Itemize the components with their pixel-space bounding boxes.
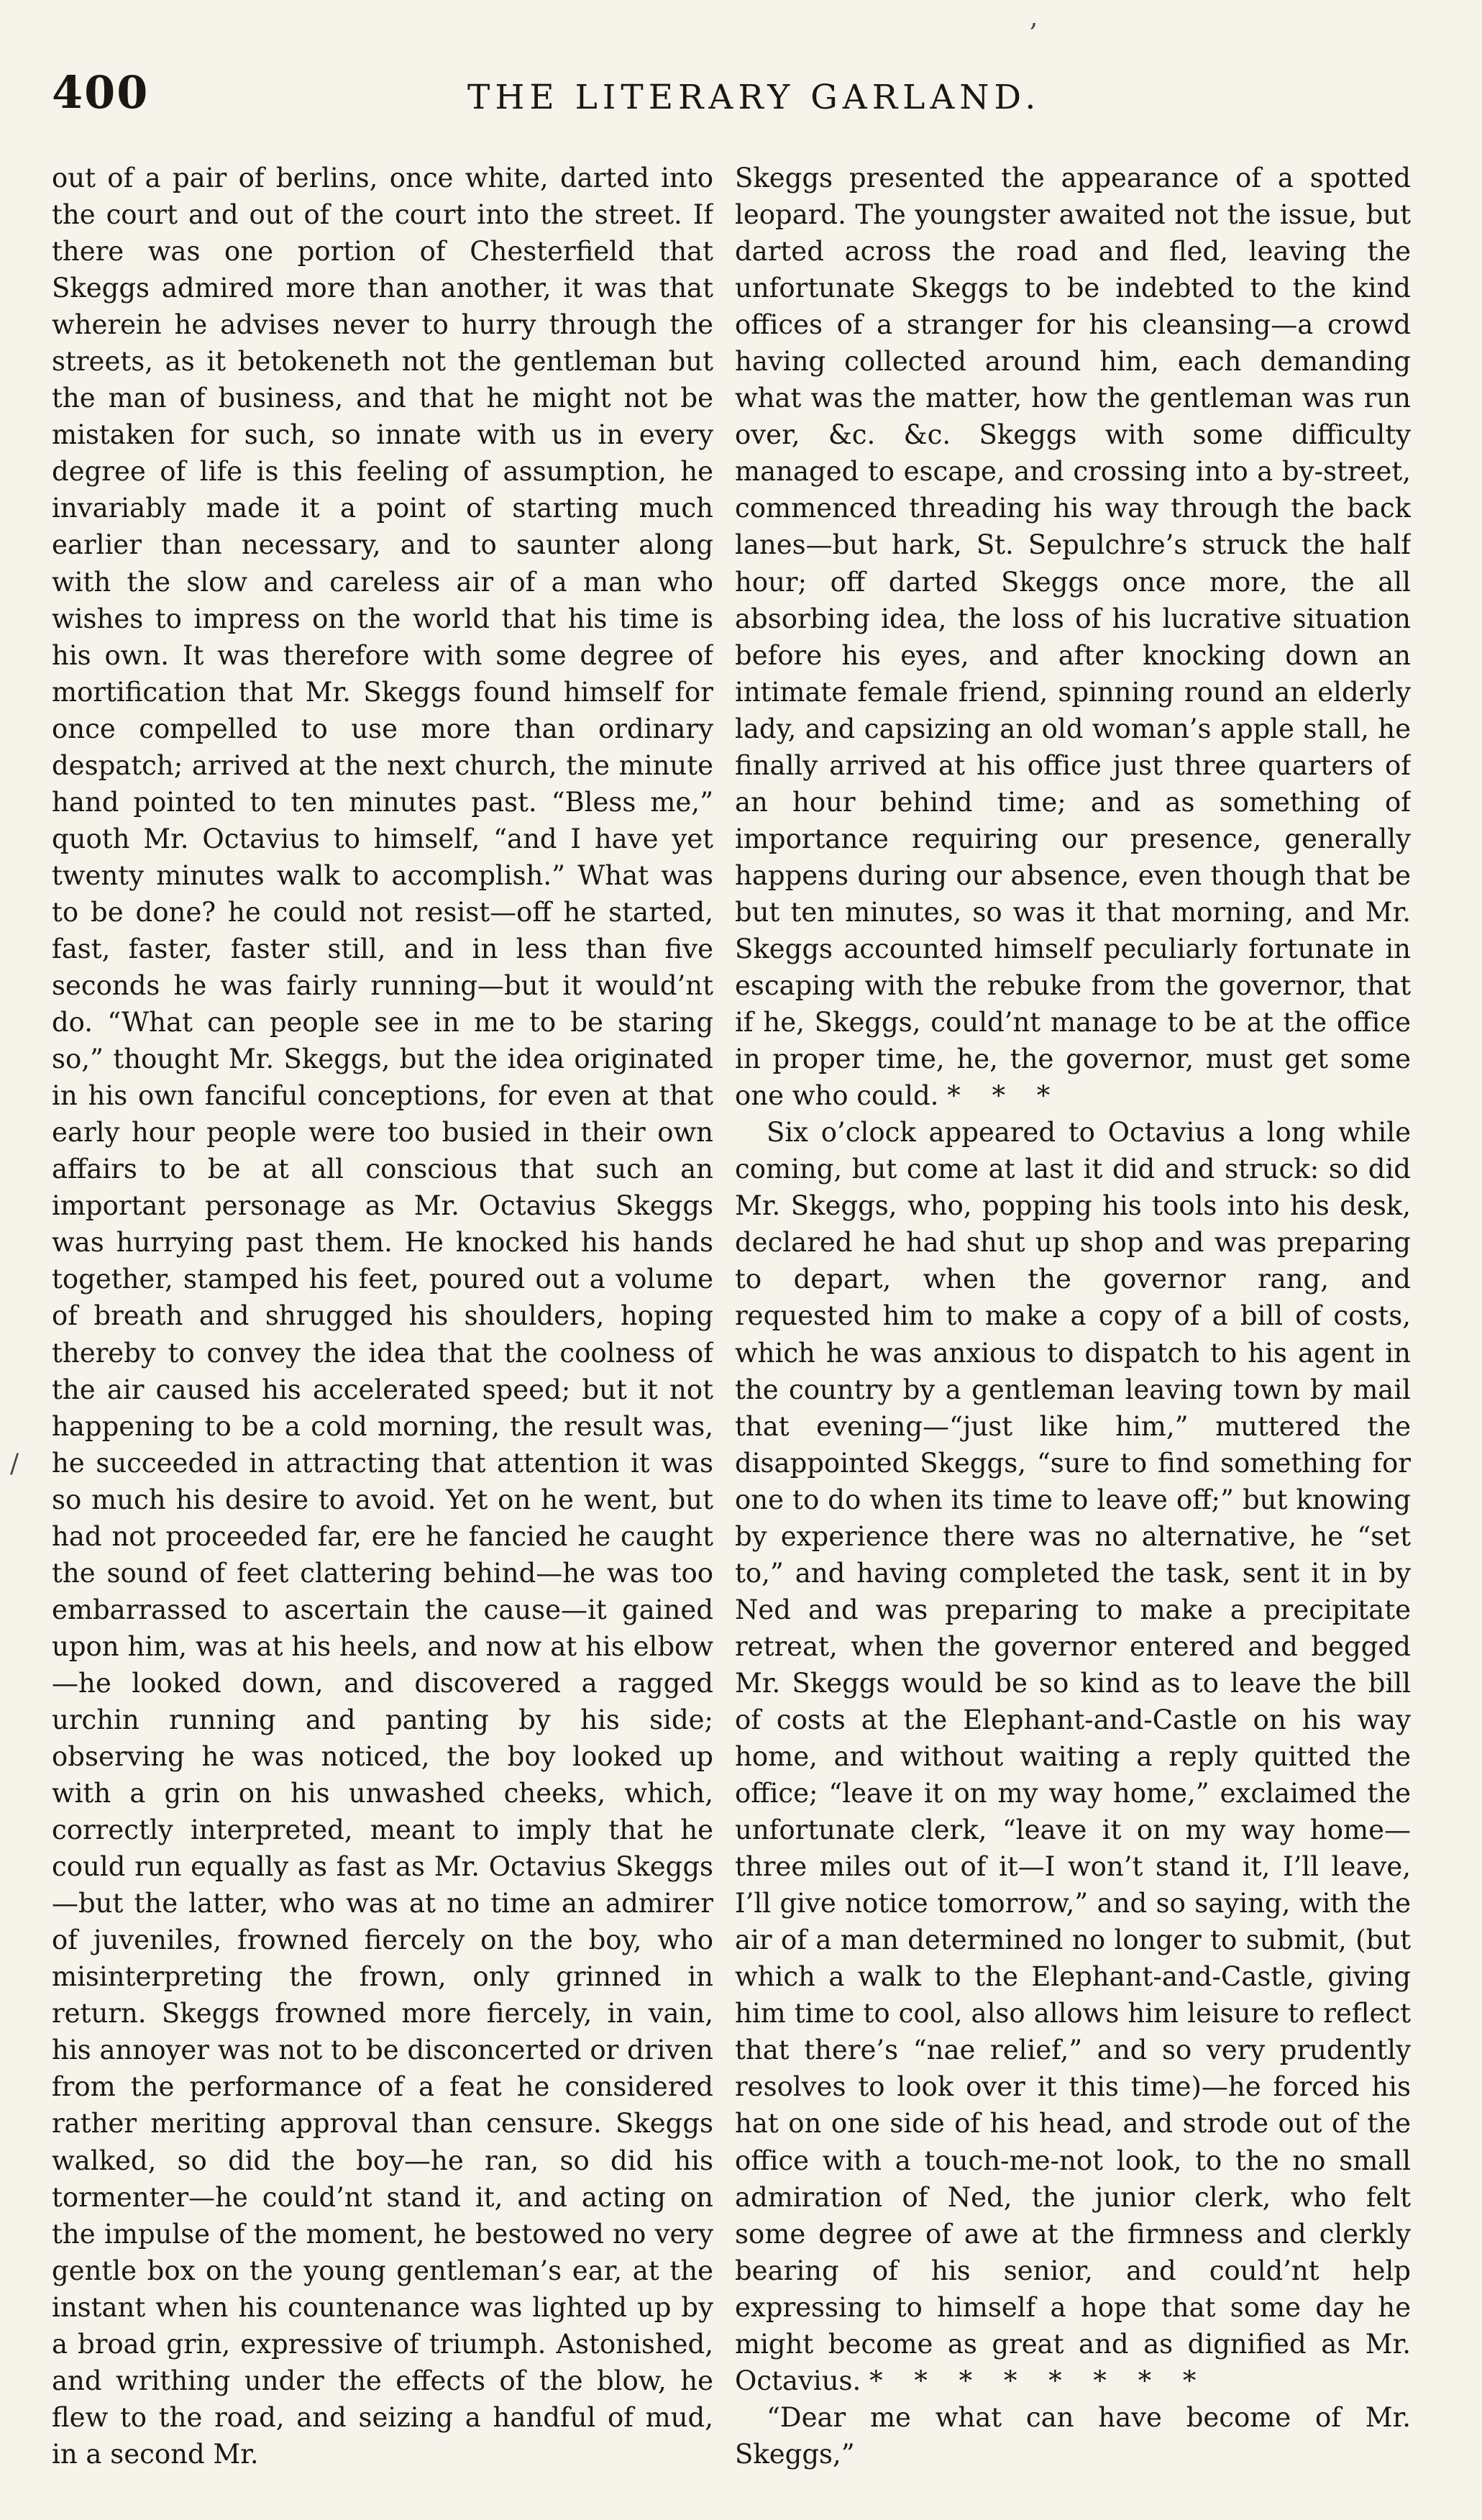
- paragraph: out of a pair of berlins, once white, darted into the court and out of the court into the street. If there was one portion of Chesterfield that Skeggs admired more than another, it was that wherein he advises never to hurry through the streets, as it betokeneth not the gentleman but the man of business, and that he might not be mistaken for such, so innate with us in every degree of life is this feeling of assumption, he invariably made it a point of starting much earlier than necessary, and to saunter along with the slow and careless air of a man who wishes to impress on the world that his time is his own. It was therefore with some degree of mortification that Mr. Skeggs found himself for once compelled to use more than ordinary despatch; arrived at the next church, the minute hand pointed to ten minutes past. “Bless me,” quoth Mr. Octavius to himself, “and I have yet twenty minutes walk to accomplish.” What was to be done? he could not resist—off he started, fast, faster, faster still, and in less than five seconds he was fairly running—but it would’nt do. “What can people see in me to be staring so,” thought Mr. Skeggs, but the idea originated in his own fanciful conceptions, for even at that early hour people were too busied in their own affairs to be at all conscious that such an important personage as Mr. Octavius Skeggs was hurrying past them. He knocked his hands together, stamped his feet, poured out a volume of breath and shrugged his shoulders, hoping thereby to convey the idea that the coolness of the air caused his accelerated speed; but it not happening to be a cold morning, the result was, he succeeded in attracting that attention it was so much his desire to avoid. Yet on he went, but had not proceeded far, ere he fancied he caught the sound of feet clattering behind—he was too embarrassed to ascertain the cause—it gained upon him, was at his heels, and now at his elbow—he looked down, and discovered a ragged urchin running and panting by his side; observing he was noticed, the boy looked up with a grin on his unwashed cheeks, which, correctly interpreted, meant to imply that he could run equally as fast as Mr. Octavius Skeggs—but the latter, who was at no time an admirer of juveniles, frowned fiercely on the boy, who misinterpreting the frown, only grinned in return. Skeggs frowned more fiercely, in vain, his annoyer was not to be disconcerted or driven from the performance of a feat he considered rather meriting approval than censure. Skeggs walked, so did the boy—he ran, so did his tormenter—he could’nt stand it, and acting on the impulse of the moment, he bestowed no very gentle box on the young gentleman’s ear, at the instant when his countenance was lighted up by a broad grin, expressive of triumph. Astonished, and writhing under the effects of the blow, he flew to the road, and seizing a handful of mud, in a second Mr.: [52, 163, 713, 2470]
- paragraph: [735, 160, 1411, 1114]
- section-stars: * * * * * * * *: [869, 2365, 1208, 2396]
- text-column-right: [735, 160, 1411, 2486]
- margin-pencil-mark: /: [10, 1449, 19, 1479]
- section-stars: * * *: [947, 1080, 1062, 1112]
- paragraph-text: Six o’clock appeared to Octavius a long while coming, but come at last it did and struck: so did Mr. Skeggs, who, popping his tools into his desk, declared he had shut up shop and was preparing to depart, when the governor rang, and requested him to make a copy of a bill of costs, which he was anxious to dispatch to his agent in the country by a gentleman leaving town by mail that evening—“just like him,” muttered the disappointed Skeggs, “sure to find something for one to do when its time to leave off;” but knowing by experience there was no alternative, he “set to,” and having completed the task, sent it in by Ned and was preparing to make a precipitate retreat, when the governor entered and begged Mr. Skeggs would be so kind as to leave the bill of costs at the Elephant-and-Castle on his way home, and without waiting a reply quitted the office; “leave it on my way home,” exclaimed the unfortunate clerk, “leave it on my way home—three miles out of it—I won’t stand it, I’ll leave, I’ll give notice tomorrow,” and so saying, with the air of a man determined no longer to submit, (but which a walk to the Elephant-and-Castle, giving him time to cool, also allows him leisure to reflect that there’s “nae relief,” and so very prudently resolves to look over it this time)—he forced his hat on one side of his head, and strode out of the office with a touch-me-not look, to the no small admiration of Ned, the junior clerk, who felt some degree of awe at the firmness and clerkly bearing of his senior, and could’nt help expressing to himself a hope that some day he might become as great and as dignified as Mr. Octavius.: [735, 1117, 1411, 2396]
- paragraph: [735, 1114, 1411, 2399]
- text-column-left: [52, 160, 713, 2486]
- running-head: THE LITERARY GARLAND.: [467, 78, 1041, 117]
- paragraph-text: Skeggs presented the appearance of a spotted leopard. The youngster awaited not the issue, but darted across the road and fled, leaving the unfortunate Skeggs to be indebted to the kind offices of a stranger for his cleansing—a crowd having collected around him, each demanding what was the matter, how the gentleman was run over, &c. &c. Skeggs with some difficulty managed to escape, and crossing into a by-street, commenced threading his way through the back lanes—but hark, St. Sepulchre’s struck the half hour; off darted Skeggs once more, the all absorbing idea, the loss of his lucrative situation before his eyes, and after knocking down an intimate female friend, spinning round an elderly lady, and capsizing an old woman’s apple stall, he finally arrived at his office just three quarters of an hour behind time; and as something of importance requiring our presence, generally happens during our absence, even though that be but ten minutes, so was it that morning, and Mr. Skeggs accounted himself peculiarly fortunate in escaping with the rebuke from the governor, that if he, Skeggs, could’nt manage to be at the office in proper time, he, the governor, must get some one who could.: [735, 163, 1411, 1112]
- page-number: 400: [52, 66, 150, 119]
- stray-ink-mark: ,: [1030, 3, 1038, 32]
- paragraph: “Dear me what can have become of Mr. Skeggs,”: [735, 2401, 1411, 2470]
